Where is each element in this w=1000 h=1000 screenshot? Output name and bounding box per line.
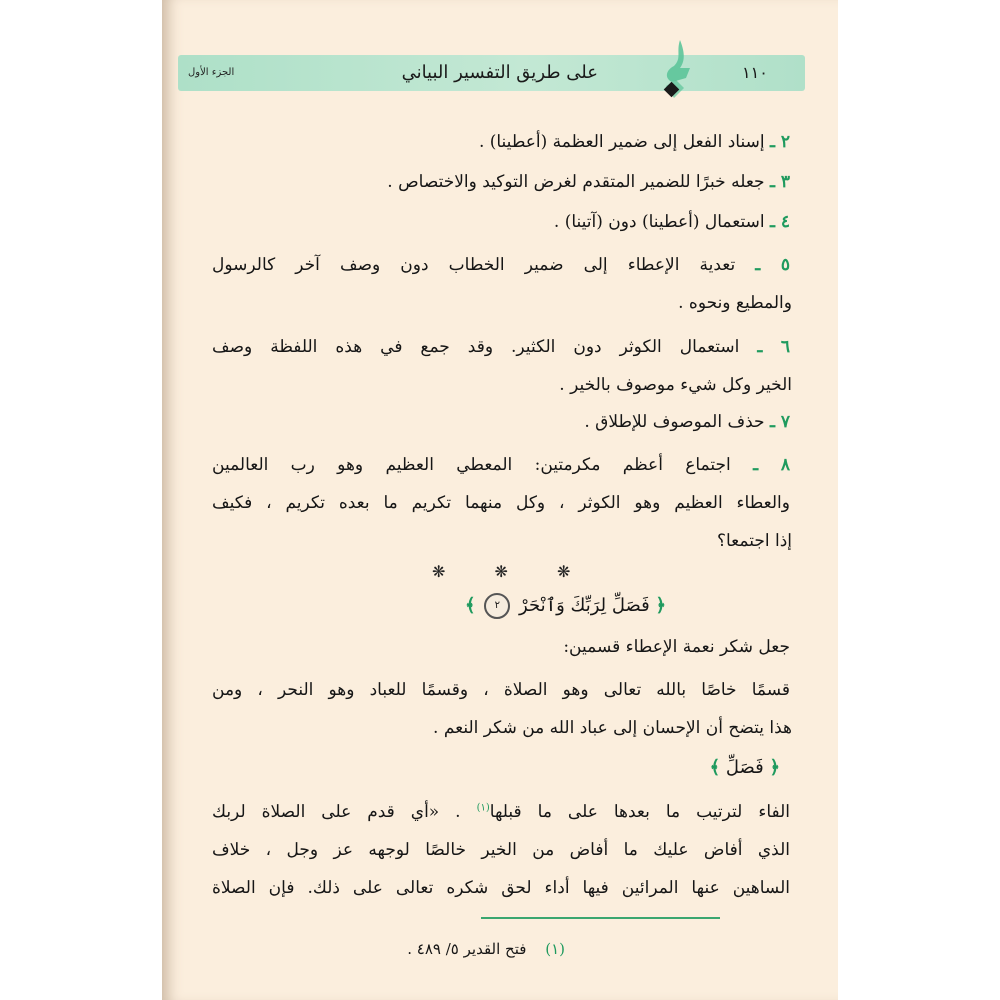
item-number: ٦ ـ bbox=[757, 337, 791, 357]
list-item bbox=[387, 172, 790, 192]
list-item bbox=[479, 132, 790, 152]
item-continuation: والعطاء العظيم وهو الكوثر ، وكل منهما تكريم ما بعده تكريم ، فكيف bbox=[212, 493, 790, 513]
item-number: ٤ ـ bbox=[769, 212, 790, 232]
item-text: استعمال الكوثر دون الكثير. وقد جمع في هذه اللفظة وصف bbox=[212, 337, 740, 357]
paragraph-line bbox=[212, 802, 790, 822]
verse-open-bracket: ﴿ bbox=[655, 595, 666, 616]
verse-text: فَصَلِّ لِرَبِّكَ وَٱنْحَرْ bbox=[519, 595, 650, 616]
item-number: ٣ ـ bbox=[769, 172, 790, 192]
item-number: ٨ ـ bbox=[753, 455, 791, 475]
paragraph-text: . «أي قدم على الصلاة لربك bbox=[212, 802, 477, 822]
item-continuation: والمطيع ونحوه . bbox=[678, 293, 792, 313]
verse-open-bracket: ﴿ bbox=[769, 757, 780, 778]
list-item bbox=[212, 455, 790, 475]
paragraph-text: الفاء لترتيب ما بعدها على ما قبلها bbox=[489, 802, 790, 822]
quran-verse bbox=[710, 757, 780, 778]
item-text: جعله خبرًا للضمير المتقدم لغرض التوكيد والاختصاص . bbox=[387, 172, 765, 192]
paragraph-line: الساهين عنها المرائين فيها أداء لحق شكره تعالى على ذلك. فإن الصلاة bbox=[212, 878, 790, 898]
list-item bbox=[212, 337, 790, 357]
item-continuation: الخير وكل شيء موصوف بالخير . bbox=[559, 375, 792, 395]
item-text: اجتماع أعظم مكرمتين: المعطي العظيم وهو رب العالمين bbox=[212, 455, 731, 475]
footnote-divider bbox=[481, 917, 720, 919]
ayah-number-marker: ٢ bbox=[484, 593, 510, 619]
footnote-number: (١) bbox=[545, 940, 565, 958]
verse-text: فَصَلِّ bbox=[725, 757, 764, 778]
calligraphy-ornament-icon bbox=[652, 38, 702, 108]
volume-label: الجزء الأول bbox=[188, 67, 235, 78]
quran-verse bbox=[465, 593, 666, 619]
paragraph-line: هذا يتضح أن الإحسان إلى عباد الله من شكر النعم . bbox=[433, 718, 792, 738]
verse-close-bracket: ﴾ bbox=[465, 595, 476, 616]
item-text: تعدية الإعطاء إلى ضمير الخطاب دون وصف آخر كالرسول bbox=[212, 255, 736, 275]
list-item bbox=[554, 212, 790, 232]
item-continuation: إذا اجتمعا؟ bbox=[716, 531, 792, 551]
book-page bbox=[162, 0, 838, 1000]
list-item bbox=[584, 412, 790, 432]
item-number: ٧ ـ bbox=[769, 412, 790, 432]
verse-close-bracket: ﴾ bbox=[709, 757, 721, 778]
item-text: حذف الموصوف للإطلاق . bbox=[584, 412, 765, 432]
paragraph-line: جعل شكر نعمة الإعطاء قسمين: bbox=[563, 637, 790, 657]
section-separator: ❋ ❋ ❋ bbox=[432, 562, 593, 581]
item-number: ٢ ـ bbox=[769, 132, 790, 152]
paragraph-line: قسمًا خاصًا بالله تعالى وهو الصلاة ، وقسمًا للعباد وهو النحر ، ومن bbox=[212, 680, 790, 700]
footnote bbox=[407, 940, 565, 958]
paragraph-line: الذي أفاض عليك ما أفاض من الخير خالصًا لوجهه عز وجل ، خلاف bbox=[212, 840, 790, 860]
page-number: ١١٠ bbox=[742, 63, 768, 82]
item-text: إسناد الفعل إلى ضمير العظمة (أعطينا) . bbox=[478, 132, 765, 152]
footnote-text: فتح القدير ٥/ ٤٨٩ . bbox=[407, 940, 527, 958]
item-number: ٥ ـ bbox=[755, 255, 791, 275]
item-text: استعمال (أعطينا) دون (آتينا) . bbox=[553, 212, 765, 232]
list-item bbox=[212, 255, 790, 275]
footnote-reference[interactable]: (١) bbox=[476, 802, 490, 814]
running-title: على طريق التفسير البياني bbox=[401, 62, 598, 83]
